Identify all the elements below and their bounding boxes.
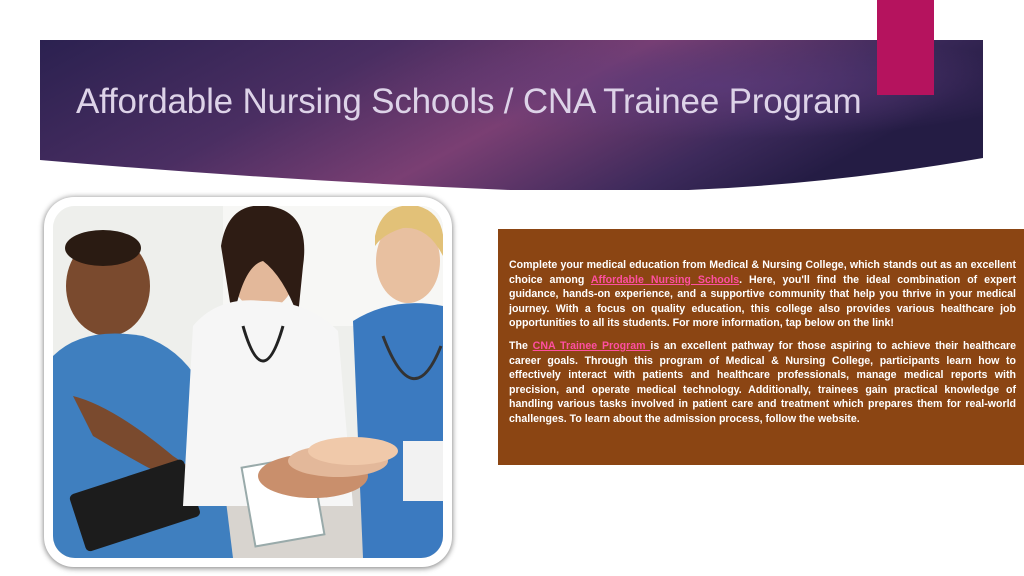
description-panel	[498, 229, 1024, 465]
photo-illustration	[53, 206, 443, 558]
paragraph-2	[509, 339, 1016, 427]
paragraph-1-text-start: Complete your medical education from Medical & Nursing College, which stands out as an excellent choice among	[509, 259, 1016, 286]
photo-frame	[44, 197, 452, 567]
nurses-team-photo	[53, 206, 443, 558]
cna-trainee-program-link[interactable]: CNA Trainee Program	[532, 339, 651, 352]
title-banner	[40, 40, 983, 190]
accent-tab	[877, 0, 934, 95]
page-title: Affordable Nursing Schools / CNA Trainee Program	[76, 82, 862, 121]
paragraph-2-text-end: is an excellent pathway for those aspiring to achieve their healthcare career goals. Through this program of Medical & Nursing College, participants learn how to effectively interact with patients and healthcare professionals, manage medical reports with precision, and operate medical technology. Additionally, trainees gain practical knowledge of handling various tasks involved in patient care and treatment which prepares them for real-world challenges. To learn about the admission process, follow the website.	[509, 339, 1017, 425]
affordable-nursing-schools-link[interactable]: Affordable Nursing Schools	[590, 273, 740, 286]
paragraph-1	[509, 258, 1016, 331]
paragraph-1-text-end: . Here, you'll find the ideal combination of expert guidance, hands-on experience, and a supportive community that help you thrive in your medical journey. With a focus on quality education, this college also provides various healthcare job opportunities to all its students. For more information, tap below on the link!	[509, 273, 1016, 330]
description-text	[509, 258, 1016, 435]
paragraph-2-text-start: The	[509, 339, 533, 352]
